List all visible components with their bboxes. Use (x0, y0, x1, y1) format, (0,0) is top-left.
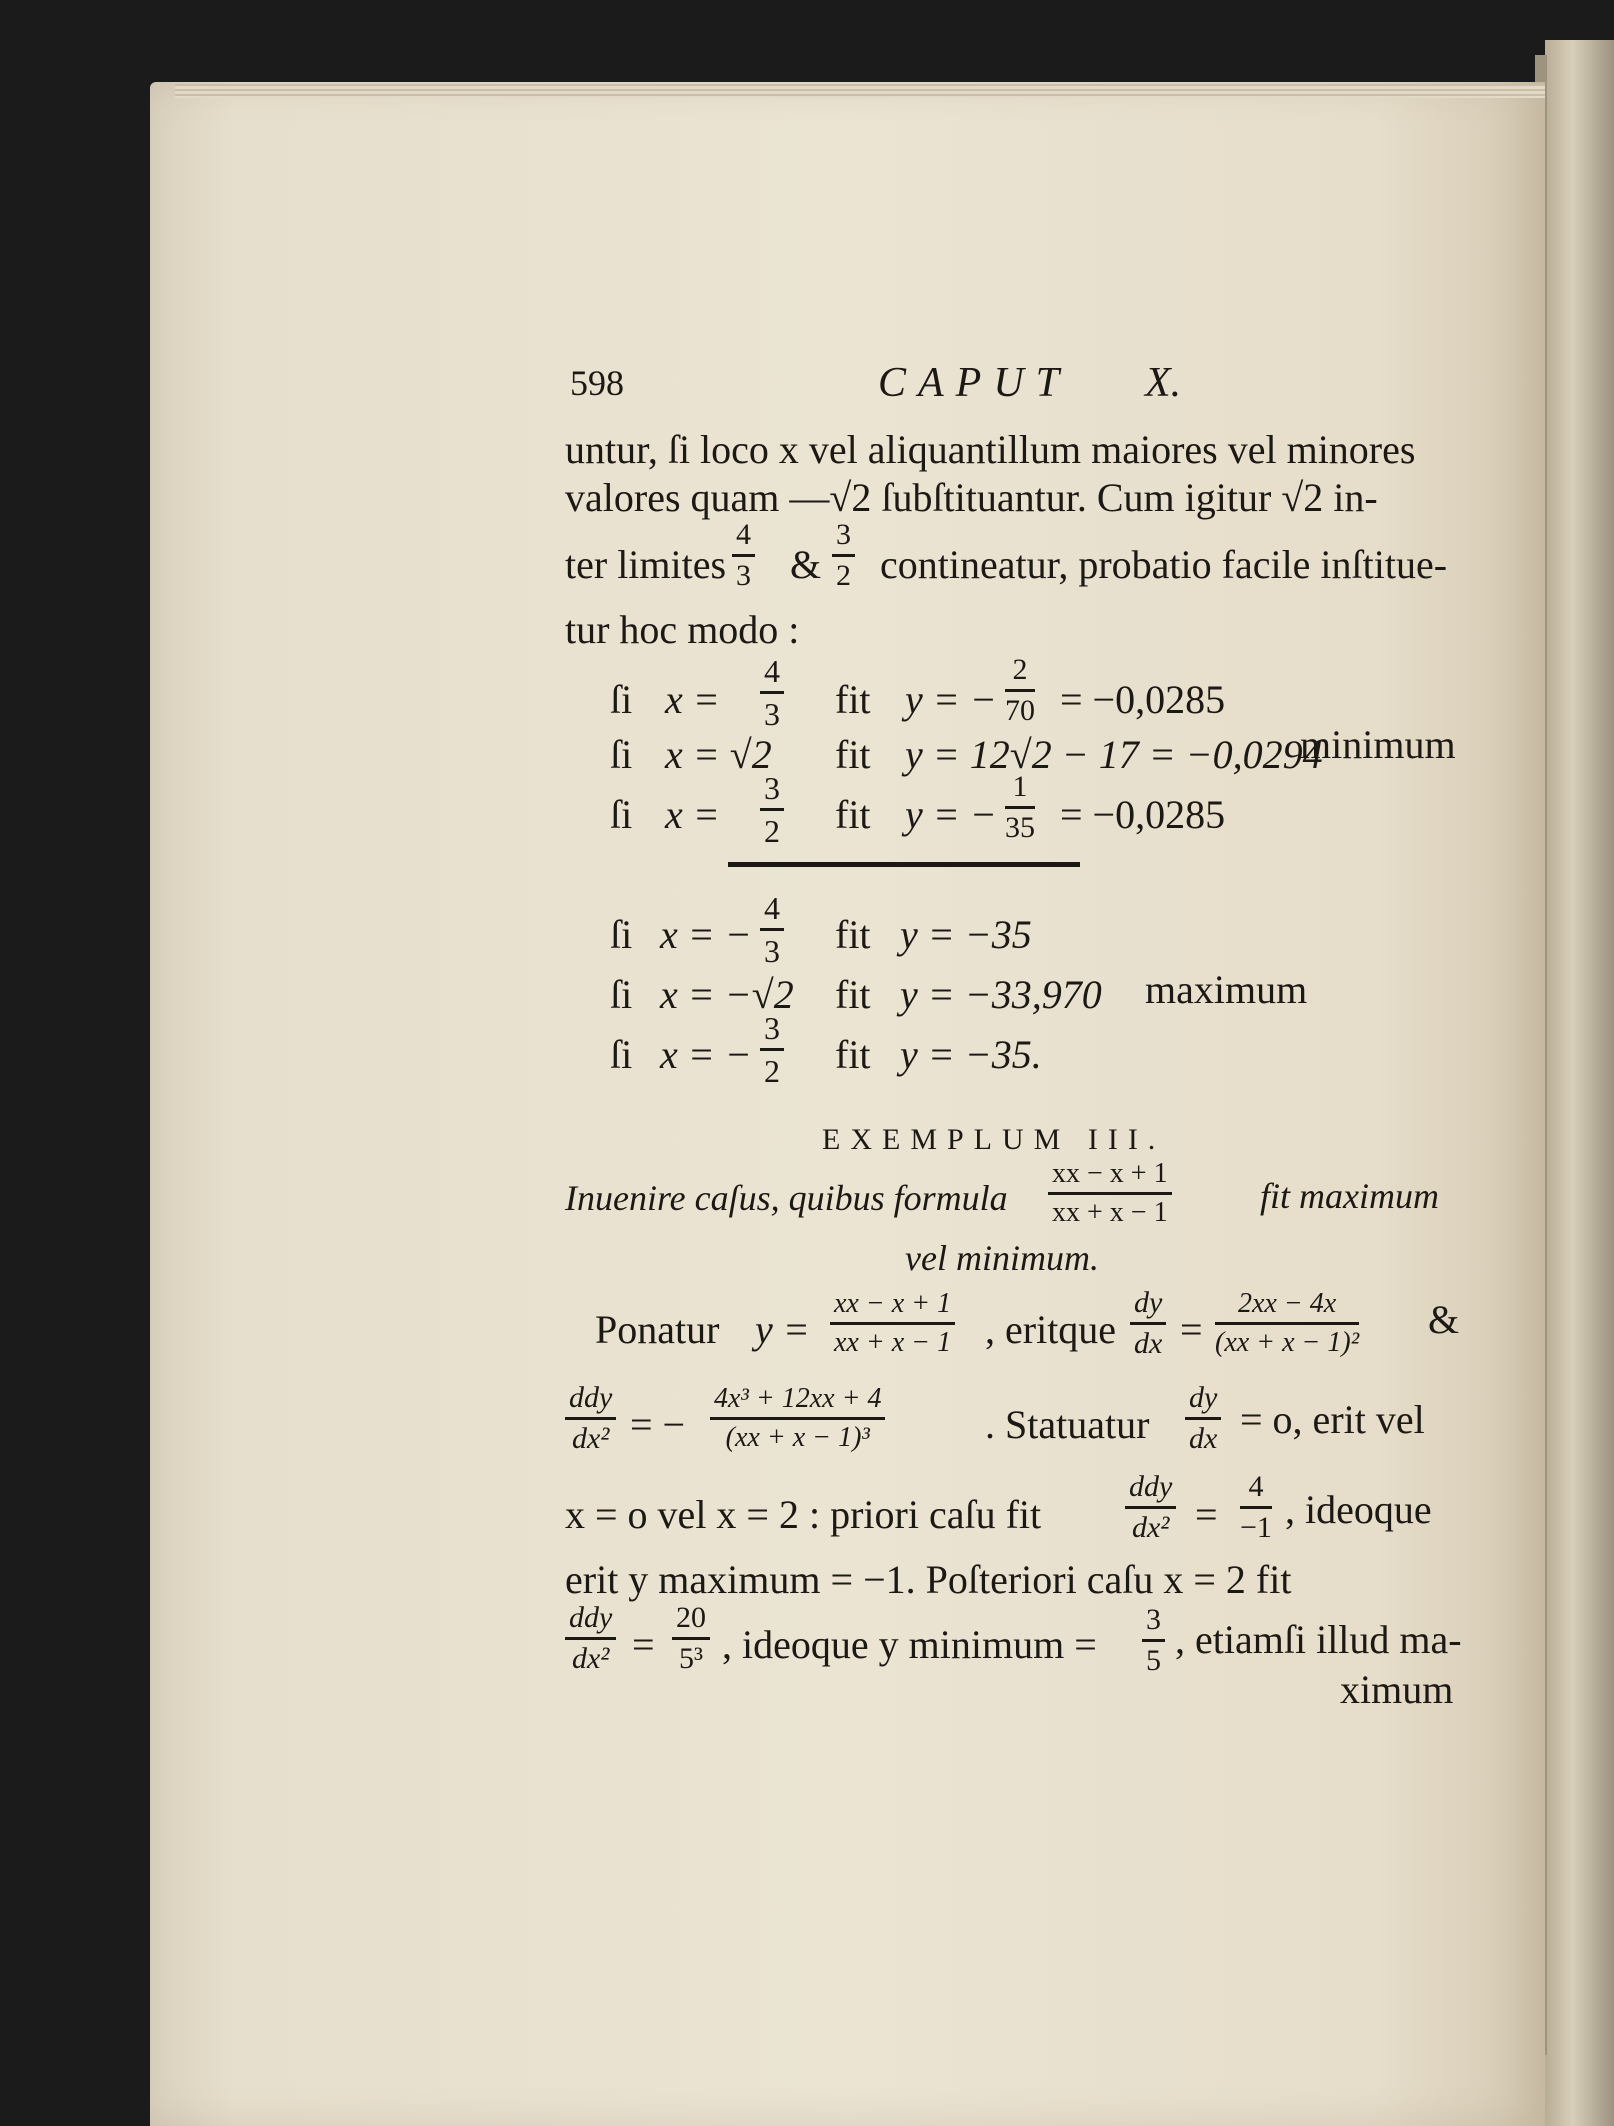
fit-label: fit (835, 972, 871, 1017)
x-expr: x = √2 (665, 732, 772, 777)
text-line: = o, erit vel (1240, 1397, 1425, 1442)
text-line: untur, ſi loco x vel aliquantillum maiores vel minores (565, 427, 1416, 472)
text-line: ter limites (565, 542, 727, 587)
y-expr: y = 12√2 − 17 = −0,0294 (905, 732, 1323, 777)
facing-page-edge (1545, 40, 1614, 2126)
si-label: ſi (610, 912, 633, 957)
fraction: $\frac{3}{5}$ (1142, 1605, 1165, 1676)
book-page (150, 82, 1545, 2126)
fit-label: fit (835, 912, 871, 957)
catchword: ximum (1340, 1667, 1454, 1712)
fit-label: fit (835, 1032, 871, 1077)
y-expr: y = − (905, 677, 997, 722)
divider-rule (728, 862, 1080, 867)
text-line: & (790, 542, 822, 587)
fraction: $\frac{2}{70}$ (1005, 653, 1035, 727)
statement-text: vel minimum. (905, 1238, 1099, 1278)
x-expr: x = −√2 (660, 972, 794, 1017)
fraction: $\frac{3}{2}$ (760, 1012, 784, 1087)
fraction: $\frac{xx - x + 1}{xx + x - 1}$ (830, 1290, 955, 1357)
fit-label: fit (835, 792, 871, 837)
text-line: , etiamſi illud ma- (1175, 1617, 1462, 1662)
text-line: , ideoque y minimum = (722, 1622, 1097, 1667)
fraction: $\frac{4}{-1}$ (1240, 1470, 1272, 1544)
fraction: $\frac{2xx - 4x}{\text{(xx + x − 1)²}}$ (1215, 1288, 1360, 1358)
running-title: CAPUT (878, 360, 1072, 406)
math: = (1195, 1492, 1218, 1537)
si-label: ſi (610, 972, 633, 1017)
text-line: erit y maximum = −1. Poſteriori caſu x = 2 fit (565, 1557, 1292, 1602)
fraction: $\frac{3}{2}$ (832, 520, 855, 591)
math: = − (630, 1402, 686, 1447)
page-number: 598 (570, 363, 624, 403)
math: = (632, 1622, 655, 1667)
x-expr: x = − (660, 912, 752, 957)
text-line: , ideoque (1285, 1487, 1432, 1532)
x-expr: x = − (660, 1032, 752, 1077)
chapter-number: X. (1145, 360, 1182, 406)
text-line: . Statuatur (985, 1402, 1150, 1447)
text-line: , eritque (985, 1307, 1117, 1352)
formula-fraction: $\frac{xx - x + 1}{xx + x - 1}$ (1048, 1160, 1172, 1227)
text-line: Ponatur (595, 1307, 720, 1352)
si-label: ſi (610, 732, 633, 777)
si-label: ſi (610, 792, 633, 837)
fraction: $\frac{20}{\text{5³}}$ (672, 1603, 710, 1674)
text-line: contineatur, probatio facile inſtitue- (880, 542, 1448, 587)
fraction: $\frac{4}{3}$ (760, 655, 784, 730)
text-line: & (1428, 1297, 1460, 1342)
fraction: $\frac{4}{3}$ (732, 520, 755, 591)
page-top-edges (175, 84, 1545, 98)
example-heading: EXEMPLUM III. (822, 1123, 1166, 1156)
text-line: x = o vel x = 2 : priori caſu fit (565, 1492, 1042, 1537)
text-line: valores quam —√2 ſubſtituantur. Cum igitur √2 in- (565, 475, 1378, 520)
note-maximum: maximum (1145, 967, 1308, 1012)
x-expr: x = (665, 677, 720, 722)
si-label: ſi (610, 677, 633, 722)
y-expr: y = − (905, 792, 997, 837)
y-expr: y = −33,970 (900, 972, 1102, 1017)
fraction: $\frac{3}{2}$ (760, 772, 784, 847)
fraction: $\frac{1}{35}$ (1005, 770, 1035, 844)
y-value: = −0,0285 (1060, 792, 1226, 837)
fraction: $\frac{4}{3}$ (760, 892, 784, 967)
y-expr: y = −35 (900, 912, 1032, 957)
statement-text: fit maximum (1260, 1176, 1439, 1216)
fraction: $\frac{dy}{dx}$ (1185, 1383, 1221, 1454)
math: y = (755, 1307, 810, 1352)
fraction: ddy dx² (565, 1603, 616, 1674)
math: = (1180, 1307, 1203, 1352)
fraction: ddy dx² (565, 1383, 616, 1454)
fit-label: fit (835, 677, 871, 722)
fit-label: fit (835, 732, 871, 777)
fraction: $\frac{\text{4x³ + 12xx + 4}}{\text{(xx + x − 1)³}}$ (710, 1385, 885, 1452)
statement-text: Inuenire caſus, quibus formula (565, 1178, 1008, 1218)
y-value: = −0,0285 (1060, 677, 1226, 722)
x-expr: x = (665, 792, 720, 837)
note-minimum: minimum (1300, 722, 1456, 767)
y-expr: y = −35. (900, 1032, 1042, 1077)
si-label: ſi (610, 1032, 633, 1077)
fraction: $\frac{dy}{dx}$ (1130, 1288, 1166, 1359)
text-line: tur hoc modo : (565, 607, 800, 652)
fraction: ddy dx² (1125, 1472, 1176, 1543)
